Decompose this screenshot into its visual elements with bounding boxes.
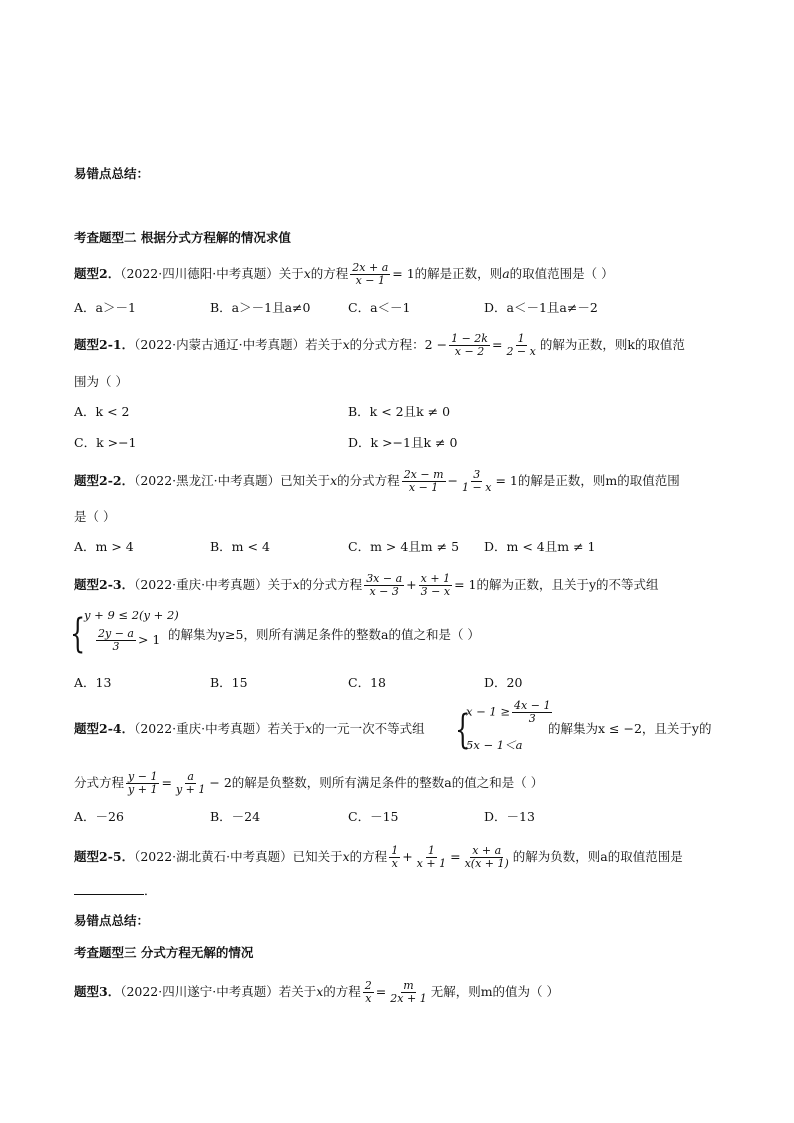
text: − [447,473,459,488]
fraction [363,980,374,1005]
denominator: 3 [528,712,536,725]
text: 无解，则m的值为（ ） [430,984,560,999]
text: = [161,775,172,790]
fraction [388,980,428,1005]
text: = 1的解是正数，则m的取值范围 [495,473,680,488]
text: = 1的解是正数，则 [392,266,503,281]
option-a: A．－26 [74,809,124,824]
denominator: 2 − x [506,345,536,358]
option-a: A．a＞－1 [74,300,136,315]
question-2-3-after: 的解集为y≥5，则所有满足条件的整数a的值之和是（ ） [168,627,480,642]
question-2 [74,262,614,287]
text: 分式方程 [74,775,125,790]
var-x: x [305,721,313,736]
option-a: A．k < 2 [74,404,130,419]
question-2-4 [74,720,425,738]
option-c: C．m > 4且m ≠ 5 [348,539,460,554]
fraction [419,573,452,598]
option-a: A．13 [74,675,112,690]
denominator: x [365,992,372,1005]
fraction [512,700,552,725]
fraction [389,845,400,870]
system-line-1 [466,700,554,725]
option-a: A．m > 4 [74,539,134,554]
text: = [375,984,387,999]
question-source: （2022·重庆·中考真题）若关于 [134,721,306,736]
system-brace: { [455,707,471,753]
text: 的方程 [323,984,361,999]
numerator: 2y − a [98,627,134,640]
question-2-2 [74,469,680,494]
question-tag: 题型2-1． [74,337,135,352]
numerator: x + a [472,844,502,857]
text: 的分式方程 [337,473,400,488]
numerator: a [187,770,194,783]
answer-blank[interactable] [74,880,144,895]
question-2-4-line2 [74,771,543,796]
text: x − 1 ≥ [466,704,511,719]
numerator: m [403,979,414,992]
option-b: B．k < 2且k ≠ 0 [348,404,451,419]
var-x: x [342,337,350,352]
fraction [504,333,537,358]
numerator: 4x − 1 [514,699,551,712]
section-heading-2: 考查题型二 根据分式方程解的情况求值 [74,230,291,245]
question-2-5-line2 [74,880,157,900]
question-source: （2022·湖北黄石·中考真题）已知关于 [134,849,343,864]
option-d: D．－13 [484,809,535,824]
question-source: （2022·四川德阳·中考真题）关于 [120,266,304,281]
denominator: 2x + 1 [390,992,427,1005]
option-c: C．－15 [348,809,399,824]
text: 的方程 [349,849,388,864]
numerator: 2x − m [403,468,444,481]
system-line-1: y + 9 ≤ 2(y + 2) [84,608,179,622]
question-source: （2022·内蒙古通辽·中考真题）若关于 [134,337,343,352]
numerator: 3 [473,468,481,481]
question-tag: 题型3． [74,984,121,999]
denominator: 3 [112,640,120,653]
text: − 2的解是负整数，则所有满足条件的整数a的值之和是（ ） [209,775,544,790]
denominator: 1 − x [462,481,492,494]
question-2-3 [74,573,659,598]
option-b: B．－24 [210,809,261,824]
numerator: x + 1 [420,572,451,585]
fraction [126,771,159,796]
denominator: x + 1 [416,857,447,870]
text: = 1的解为正数，且关于y的不等式组 [454,577,659,592]
denominator: x − 1 [355,274,385,287]
fraction [364,573,404,598]
question-2-5 [74,845,683,870]
numerator: 2 [364,979,372,992]
summary-heading-1: 易错点总结： [74,166,150,181]
question-source: （2022·黑龙江·中考真题）已知关于 [134,473,331,488]
question-2-4-tail: 的解集为x ≤ −2，且关于y的 [548,721,712,736]
var-x: x [292,577,300,592]
system-line-2 [94,628,160,653]
text: + [402,849,413,864]
option-c: C．k >−1 [74,435,137,450]
option-c: C．a＜－1 [348,300,411,315]
text: 的分式方程：2 − [349,337,448,352]
text: = [491,337,503,352]
option-d: D．20 [484,675,523,690]
denominator: x − 1 [408,481,439,494]
numerator: 1 [391,844,399,857]
numerator: 1 [517,332,525,345]
text: 的取值范围是（ ） [509,266,614,281]
fraction [449,333,490,358]
denominator: 3 − x [420,585,451,598]
question-tag: 题型2-5． [74,849,135,864]
denominator: y + 1 [175,783,206,796]
text: ． [144,883,157,898]
fraction [463,845,511,870]
var-x: x [303,266,311,281]
option-d: D．a＜－1且a≠－2 [484,300,598,315]
denominator: y + 1 [128,783,158,796]
fraction [350,262,390,287]
question-2-1 [74,333,685,358]
text: 的分式方程 [299,577,363,592]
denominator: x − 2 [454,345,485,358]
numerator: 2x + a [352,261,389,274]
numerator: 1 [427,844,435,857]
text: 的一元一次不等式组 [312,721,425,736]
fraction [460,469,493,494]
numerator: 3x − a [366,572,403,585]
option-d: D．k >−1且k ≠ 0 [348,435,458,450]
numerator: y − 1 [128,770,158,783]
var-x: x [316,984,324,999]
denominator: x(x + 1) [464,857,509,870]
text: > 1 [137,632,161,647]
text: + [406,577,417,592]
question-source: （2022·四川遂宁·中考真题）若关于 [120,984,317,999]
question-tag: 题型2-3． [74,577,135,592]
summary-heading-2: 易错点总结： [74,913,150,928]
text: = [450,849,461,864]
text: 的方程 [310,266,349,281]
fraction [415,845,448,870]
text: 的解为正数，则k的取值范 [539,337,685,352]
fraction [402,469,446,494]
fraction [96,628,136,653]
text: 的解为负数，则a的取值范围是 [512,849,683,864]
question-tag: 题型2-2． [74,473,135,488]
question-source: （2022·重庆·中考真题）关于 [134,577,293,592]
question-2-2-line2: 是（ ） [74,509,116,524]
question-3 [74,980,559,1005]
option-b: B．a＞－1且a≠0 [210,300,311,315]
question-tag: 题型2-4． [74,721,135,736]
fraction [174,771,207,796]
option-c: C．18 [348,675,386,690]
var-x: x [330,473,338,488]
var-a: a [502,266,510,281]
denominator: x [391,857,398,870]
option-b: B．m < 4 [210,539,270,554]
question-2-1-line2: 围为（ ） [74,374,128,389]
numerator: 1 − 2k [451,332,488,345]
section-heading-3: 考查题型三 分式方程无解的情况 [74,945,254,960]
system-line-2: 5x − 1＜a [466,738,523,752]
system-brace: { [70,611,86,657]
option-b: B．15 [210,675,248,690]
denominator: x − 3 [369,585,399,598]
question-tag: 题型2． [74,266,121,281]
var-x: x [342,849,350,864]
option-d: D．m < 4且m ≠ 1 [484,539,596,554]
